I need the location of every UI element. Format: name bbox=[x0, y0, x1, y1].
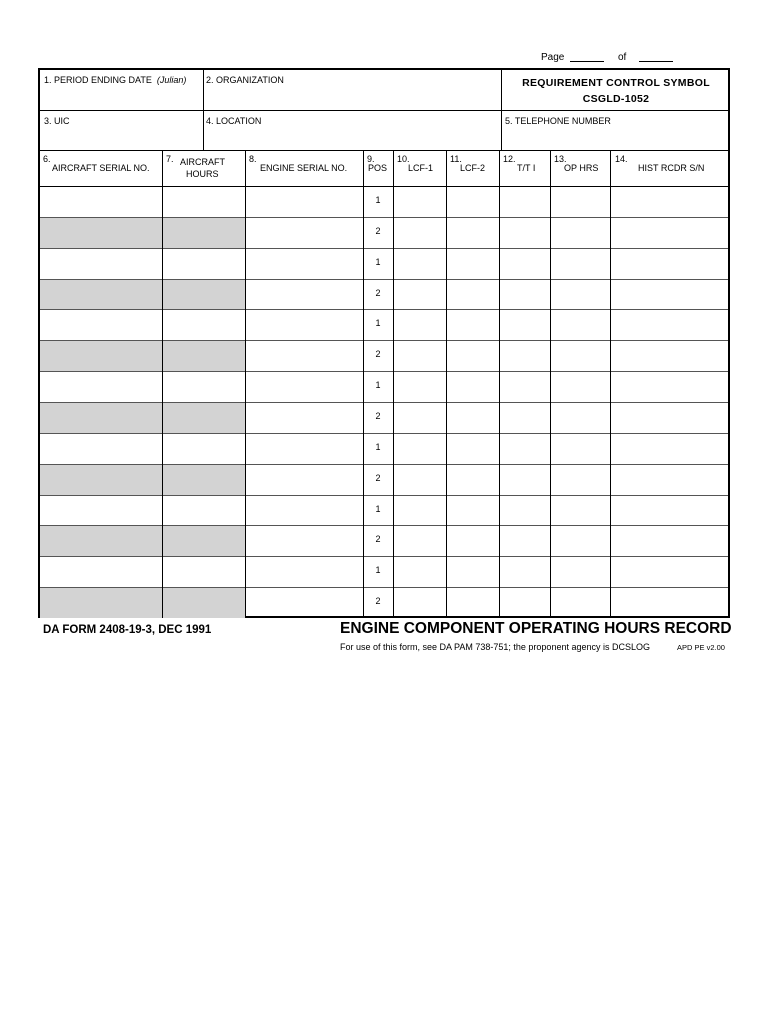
page-label: Page bbox=[541, 52, 565, 63]
uic-label: 3. UIC bbox=[44, 116, 70, 126]
col-6-number: 6. bbox=[43, 154, 51, 164]
page-number-field[interactable] bbox=[570, 61, 604, 62]
shaded-cell bbox=[40, 525, 162, 556]
col-12-number: 12. bbox=[503, 154, 516, 164]
shaded-cell bbox=[163, 217, 245, 248]
pos-value: 2 bbox=[375, 225, 381, 236]
col-tti-header: T/T I bbox=[517, 163, 536, 173]
pos-value: 1 bbox=[375, 565, 381, 576]
form-table bbox=[38, 68, 730, 618]
col-10-number: 10. bbox=[397, 154, 410, 164]
pos-value: 1 bbox=[375, 503, 381, 514]
column-divider bbox=[610, 150, 611, 616]
row-divider bbox=[40, 340, 728, 341]
row-divider bbox=[40, 495, 728, 496]
form-id: DA FORM 2408-19-3, DEC 1991 bbox=[43, 624, 212, 636]
column-divider bbox=[446, 150, 447, 616]
shaded-cell bbox=[40, 402, 162, 433]
period-ending-date-label: 1. PERIOD ENDING DATE (Julian) bbox=[44, 75, 187, 85]
col-14-number: 14. bbox=[615, 154, 628, 164]
shaded-cell bbox=[163, 402, 245, 433]
pos-value: 1 bbox=[375, 318, 381, 329]
pos-value: 1 bbox=[375, 380, 381, 391]
shaded-cell bbox=[40, 340, 162, 371]
shaded-cell bbox=[163, 279, 245, 310]
organization-label: 2. ORGANIZATION bbox=[206, 75, 284, 85]
col-7-number: 7. bbox=[166, 154, 174, 164]
row-divider bbox=[40, 556, 728, 557]
shaded-cell bbox=[163, 587, 245, 618]
pos-value: 2 bbox=[375, 534, 381, 545]
col-aircraft-hours-header: AIRCRAFT bbox=[180, 157, 225, 167]
column-divider bbox=[245, 150, 246, 616]
shaded-cell bbox=[40, 279, 162, 310]
col-hist-rcdr-header: HIST RCDR S/N bbox=[638, 163, 705, 173]
pos-value: 1 bbox=[375, 441, 381, 452]
pos-value: 1 bbox=[375, 256, 381, 267]
pos-value: 2 bbox=[375, 411, 381, 422]
location-label: 4. LOCATION bbox=[206, 116, 262, 126]
form-usage-note: For use of this form, see DA PAM 738-751; the proponent agency is DCSLOG bbox=[340, 642, 650, 652]
col-engine-serial-header: ENGINE SERIAL NO. bbox=[260, 163, 348, 173]
col-13-number: 13. bbox=[554, 154, 567, 164]
page-total-field[interactable] bbox=[639, 61, 673, 62]
header-divider bbox=[40, 150, 728, 151]
pos-value: 2 bbox=[375, 287, 381, 298]
col-8-number: 8. bbox=[249, 154, 257, 164]
col-op-hrs-header: OP HRS bbox=[564, 163, 599, 173]
row-divider bbox=[40, 309, 728, 310]
pos-value: 1 bbox=[375, 195, 381, 205]
col-lcf2-header: LCF-2 bbox=[460, 163, 486, 173]
column-divider bbox=[162, 150, 163, 616]
row-divider bbox=[40, 525, 728, 526]
of-label: of bbox=[618, 52, 627, 63]
form-title: ENGINE COMPONENT OPERATING HOURS RECORD bbox=[340, 620, 732, 637]
column-divider bbox=[499, 150, 500, 616]
col-pos-header: POS bbox=[368, 163, 388, 173]
col-aircraft-hours-header-line2: HOURS bbox=[186, 169, 219, 179]
header-divider bbox=[40, 110, 728, 111]
col-11-number: 11. bbox=[450, 154, 462, 164]
col-aircraft-serial-header: AIRCRAFT SERIAL NO. bbox=[52, 163, 150, 173]
shaded-cell bbox=[163, 340, 245, 371]
column-divider bbox=[550, 150, 551, 616]
shaded-cell bbox=[163, 525, 245, 556]
requirement-control-code: CSGLD-1052 bbox=[582, 93, 650, 105]
pos-value: 2 bbox=[375, 472, 381, 483]
pos-value: 2 bbox=[375, 349, 381, 360]
row-divider bbox=[40, 279, 728, 280]
column-header-divider bbox=[40, 186, 728, 187]
row-divider bbox=[40, 464, 728, 465]
shaded-cell bbox=[163, 464, 245, 495]
row-divider bbox=[40, 248, 728, 249]
column-divider bbox=[393, 150, 394, 616]
col-9-number: 9. bbox=[367, 154, 375, 164]
shaded-cell bbox=[40, 464, 162, 495]
shaded-cell bbox=[40, 217, 162, 248]
row-divider bbox=[40, 217, 728, 218]
pos-value: 2 bbox=[375, 596, 381, 607]
header-col-divider bbox=[203, 70, 204, 150]
shaded-cell bbox=[40, 587, 162, 618]
telephone-number-label: 5. TELEPHONE NUMBER bbox=[505, 116, 611, 126]
requirement-control-symbol-label: REQUIREMENT CONTROL SYMBOL bbox=[522, 77, 710, 89]
row-divider bbox=[40, 433, 728, 434]
row-divider bbox=[40, 371, 728, 372]
form-version: APD PE v2.00 bbox=[677, 643, 725, 652]
row-divider bbox=[40, 587, 728, 588]
col-lcf1-header: LCF-1 bbox=[408, 163, 434, 173]
row-divider bbox=[40, 402, 728, 403]
